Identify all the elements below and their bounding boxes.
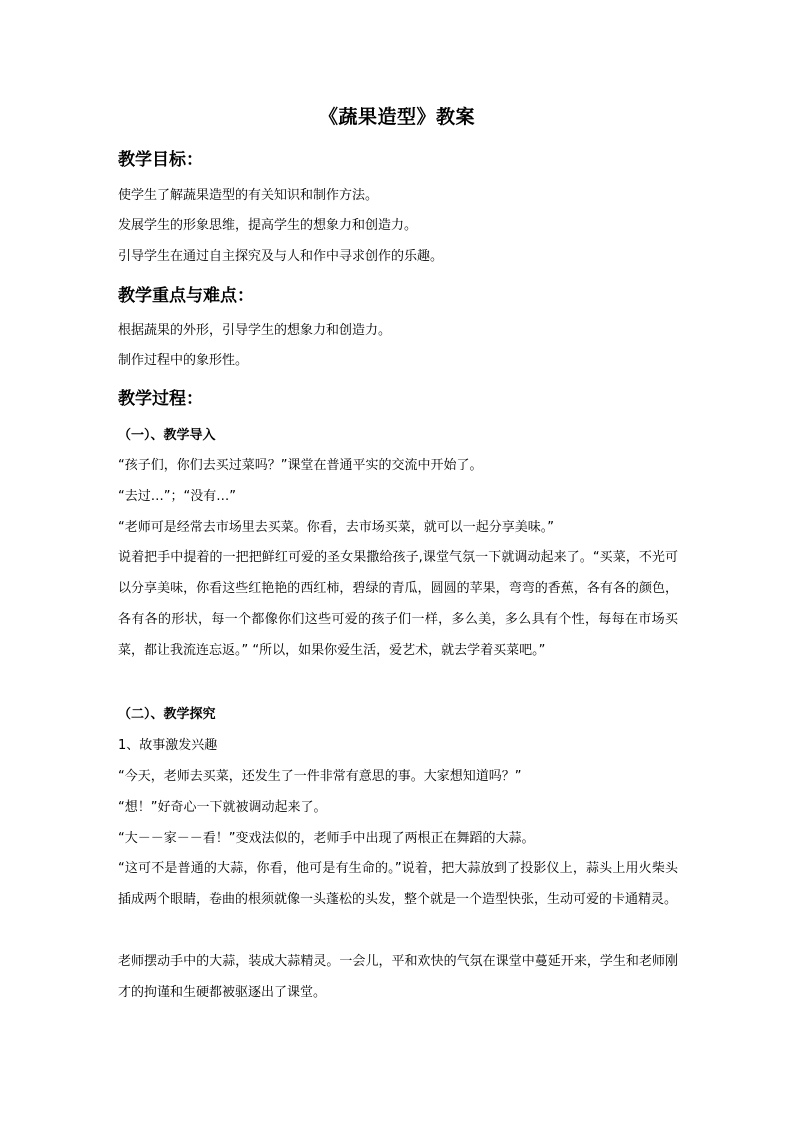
document-title: 《蔬果造型》教案	[318, 106, 475, 128]
section-heading-process: 教学过程：	[118, 389, 203, 409]
intro-line-1: “孩子们，你们去买过菜吗？”课堂在普通平实的交流中开始了。	[118, 458, 483, 473]
explore-paragraph-2: 老师摆动手中的大蒜，装成大蒜精灵。一会儿，平和欢快的气氛在课堂中蔓延开来，学生和老师刚才的拘谨和生硬都被驱逐出了课堂。	[118, 954, 678, 1000]
section-heading-goals: 教学目标：	[118, 150, 203, 170]
explore-line-2: “今天，老师去买菜，还发生了一件非常有意思的事。大家想知道吗？”	[118, 769, 522, 784]
explore-paragraph-1: “这可不是普通的大蒜，你看，他可是有生命的。”说着，把大蒜放到了投影仪上，蒜头上用火柴头插成两个眼睛，卷曲的根须就像一头蓬松的头发，整个就是一个造型快张，生动可爱的卡通精灵。	[118, 861, 678, 907]
subsection-heading-intro: （一）、教学导入	[118, 428, 216, 443]
subsection-heading-explore: （二）、教学探究	[118, 707, 216, 722]
intro-line-2: “去过…”；“没有…”	[118, 489, 236, 504]
key-point-item-1: 根据蔬果的外形，引导学生的想象力和创造力。	[118, 323, 392, 338]
goal-item-1: 使学生了解蔬果造型的有关知识和制作方法。	[118, 188, 379, 203]
key-point-item-2: 制作过程中的象形性。	[118, 353, 249, 368]
intro-line-3: “老师可是经常去市场里去买菜。你看，去市场买菜，就可以一起分享美味。”	[118, 520, 554, 535]
explore-line-4: “大－－家－－看！”变戏法似的，老师手中出现了两根正在舞蹈的大蒜。	[118, 831, 535, 846]
explore-line-1: 1、故事激发兴趣	[118, 738, 218, 753]
explore-line-3: “想！”好奇心一下就被调动起来了。	[118, 800, 327, 815]
section-heading-key-points: 教学重点与难点：	[118, 286, 254, 306]
goal-item-3: 引导学生在通过自主探究及与人和作中寻求创作的乐趣。	[118, 249, 444, 264]
goal-item-2: 发展学生的形象思维，提高学生的想象力和创造力。	[118, 218, 418, 233]
intro-paragraph: 说着把手中提着的一把把鲜红可爱的圣女果撒给孩子,课堂气氛一下就调动起来了。“买菜，不光可以分享美味，你看这些红艳艳的西红柿，碧绿的青瓜，圆圆的苹果，弯弯的香蕉，各有各的颜色，各有各的形状，每一个都像你们这些可爱的孩子们一样，多么美，多么具有个性，每每在市场买菜，都让我流连忘返。” “所以，如果你爱生活，爱艺术，就去学着买菜吧。”	[118, 550, 678, 658]
